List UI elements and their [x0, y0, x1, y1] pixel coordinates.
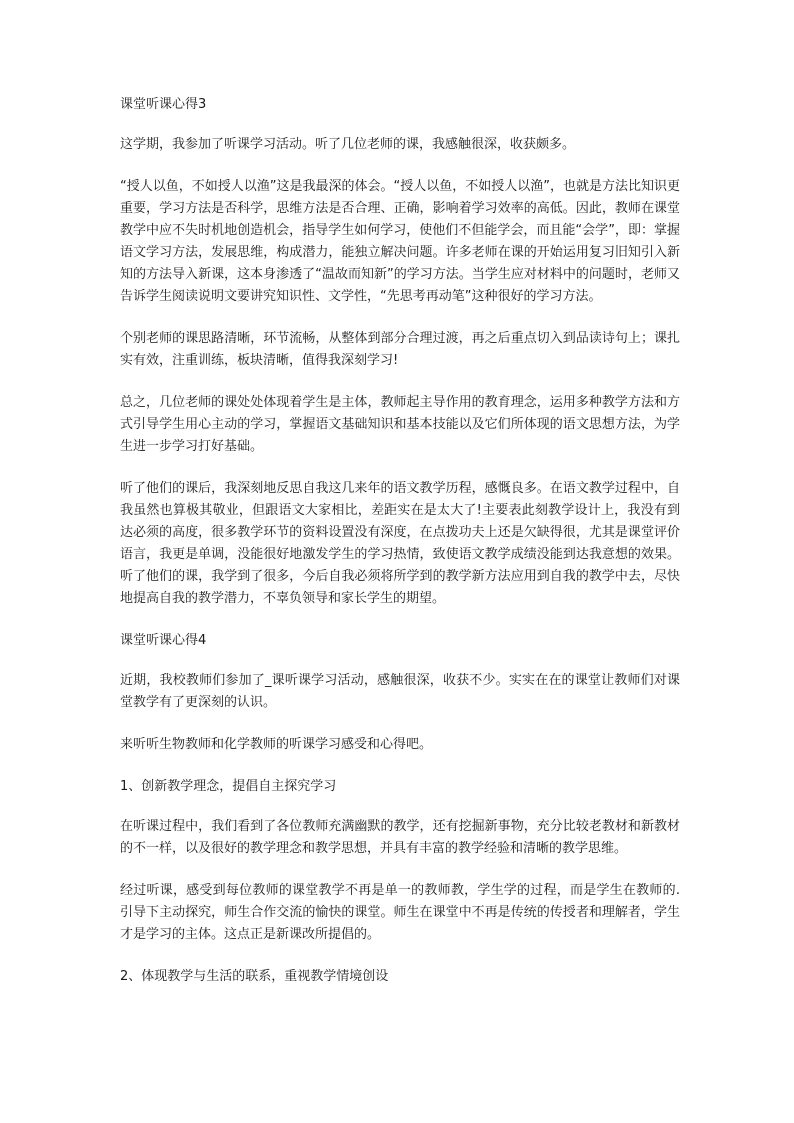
paragraph-feeling: 经过听课，感受到每位教师的课堂教学不再是单一的教师教，学生学的过程，而是学生在教师的.引导下主动探究，师生合作交流的愉快的课堂。师生在课堂中不再是传统的传授者和理解者，学生才是学习的主体。这点正是新课改所提倡的。	[120, 883, 680, 942]
paragraph-recent: 近期，我校教师们参加了_课听课学习活动，感触很深，收获不少。实实在在的课堂让教师们对课堂教学有了更深刻的认识。	[120, 673, 680, 710]
section-heading-3: 课堂听课心得3	[120, 97, 207, 112]
subheading-2: 2、体现教学与生活的联系，重视教学情境创设	[120, 969, 389, 984]
subheading-1: 1、创新教学理念，提倡自主探究学习	[120, 779, 337, 794]
section-heading-4: 课堂听课心得4	[120, 633, 207, 648]
paragraph-invite: 来听听生物教师和化学教师的听课学习感受和心得吧。	[120, 737, 433, 752]
paragraph-method: “授人以鱼，不如授人以渔”这是我最深的体会。“授人以鱼，不如授人以渔”，也就是方法比知识更重要，学习方法是否科学，思维方法是否合理、正确，影响着学习效率的高低。因此，教师在课堂教学中应不失时机地创造机会，指导学生如何学习，使他们不但能学会，而且能“会学”，即：掌握语文学习方法，发展思维，构成潜力，能独立解决问题。许多老师在课的开始运用复习旧知引入新知的方法导入新课，这本身渗透了“温故而知新”的学习方法。当学生应对材料中的问题时，老师又告诉学生阅读说明文要讲究知识性、文学性，“先思考再动笔”这种很好的学习方法。	[120, 179, 680, 304]
paragraph-reflection: 听了他们的课后，我深刻地反思自我这几来年的语文教学历程，感慨良多。在语文教学过程中，自我虽然也算极其敬业，但跟语文大家相比，差距实在是太大了!主要表此刻教学设计上，我没有到达必须的高度，很多教学环节的资料设置没有深度，在点拨功夫上还是欠缺得很，尤其是课堂评价语言，我更是单调，没能很好地激发学生的学习热情，致使语文教学成绩没能到达我意想的效果。听了他们的课，我学到了很多，今后自我必须将所学到的教学新方法应用到自我的教学中去，尽快地提高自我的教学潜力，不辜负领导和家长学生的期望。	[120, 481, 680, 606]
document-body	[120, 94, 680, 1006]
paragraph-intro: 这学期，我参加了听课学习活动。听了几位老师的课，我感触很深，收获颇多。	[120, 137, 576, 152]
paragraph-clarity: 个别老师的课思路清晰，环节流畅，从整体到部分合理过渡，再之后重点切入到品读诗句上；课扎实有效，注重训练，板块清晰，值得我深刻学习!	[120, 331, 680, 368]
paragraph-summary: 总之，几位老师的课处处体现着学生是主体，教师起主导作用的教育理念，运用多种教学方法和方式引导学生用心主动的学习，掌握语文基础知识和基本技能以及它们所体现的语文思想方法，为学生进一步学习打好基础。	[120, 395, 680, 454]
paragraph-observation: 在听课过程中，我们看到了各位教师充满幽默的教学，还有挖掘新事物，充分比较老教材和新教材的不一样，以及很好的教学理念和教学思想，并具有丰富的教学经验和清晰的教学思维。	[120, 819, 680, 856]
